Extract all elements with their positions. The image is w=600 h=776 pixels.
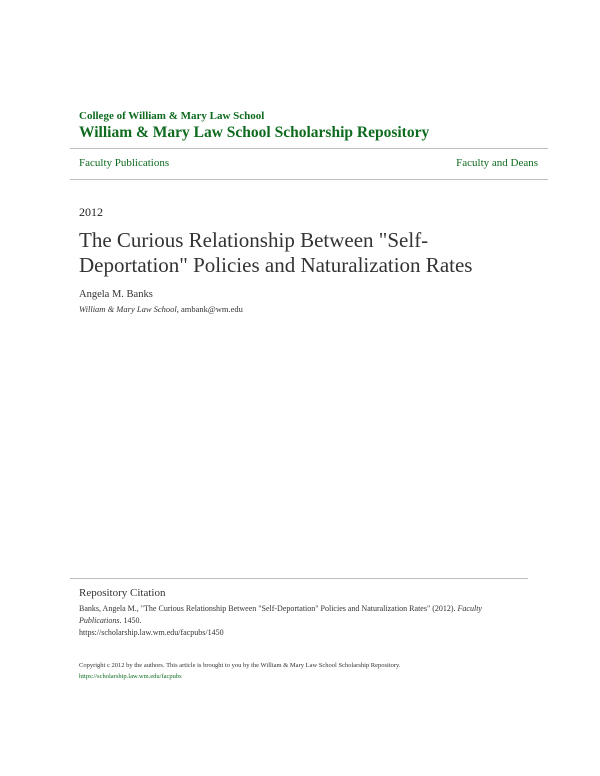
citation-url[interactable]: https://scholarship.law.wm.edu/facpubs/1450 [79, 628, 224, 637]
copyright-text: Copyright c 2012 by the authors. This article is brought to you by the William & Mary Law School Scholarship Repository. [79, 662, 401, 669]
copyright-url[interactable]: https://scholarship.law.wm.edu/facpubs [79, 673, 182, 680]
faculty-and-deans-link[interactable]: Faculty and Deans [456, 157, 538, 169]
copyright-notice [79, 660, 519, 682]
citation-series: Faculty Publications [79, 604, 482, 625]
repository-name[interactable]: William & Mary Law School Scholarship Repository [79, 124, 430, 141]
nav-divider [70, 179, 548, 180]
citation-body: Banks, Angela M., "The Curious Relationship Between "Self-Deportation" Policies and Naturalization Rates" (2012). [79, 604, 456, 613]
author-name: Angela M. Banks [79, 289, 153, 300]
publication-year: 2012 [79, 205, 103, 219]
citation-number: . 1450. [119, 616, 142, 625]
top-divider [70, 148, 548, 149]
faculty-publications-link[interactable]: Faculty Publications [79, 157, 170, 169]
institution-header [79, 109, 429, 142]
institution-name[interactable]: College of William & Mary Law School [79, 110, 265, 122]
affiliation-name: William & Mary Law School [79, 304, 177, 314]
author-email[interactable]: ambank@wm.edu [181, 304, 243, 314]
citation-text [79, 603, 499, 639]
citation-divider [70, 578, 528, 579]
article-title: The Curious Relationship Between "Self-Deportation" Policies and Naturalization Rates [79, 228, 473, 277]
author-affiliation: William & Mary Law School, ambank@wm.edu [79, 304, 243, 314]
citation-heading: Repository Citation [79, 587, 166, 599]
